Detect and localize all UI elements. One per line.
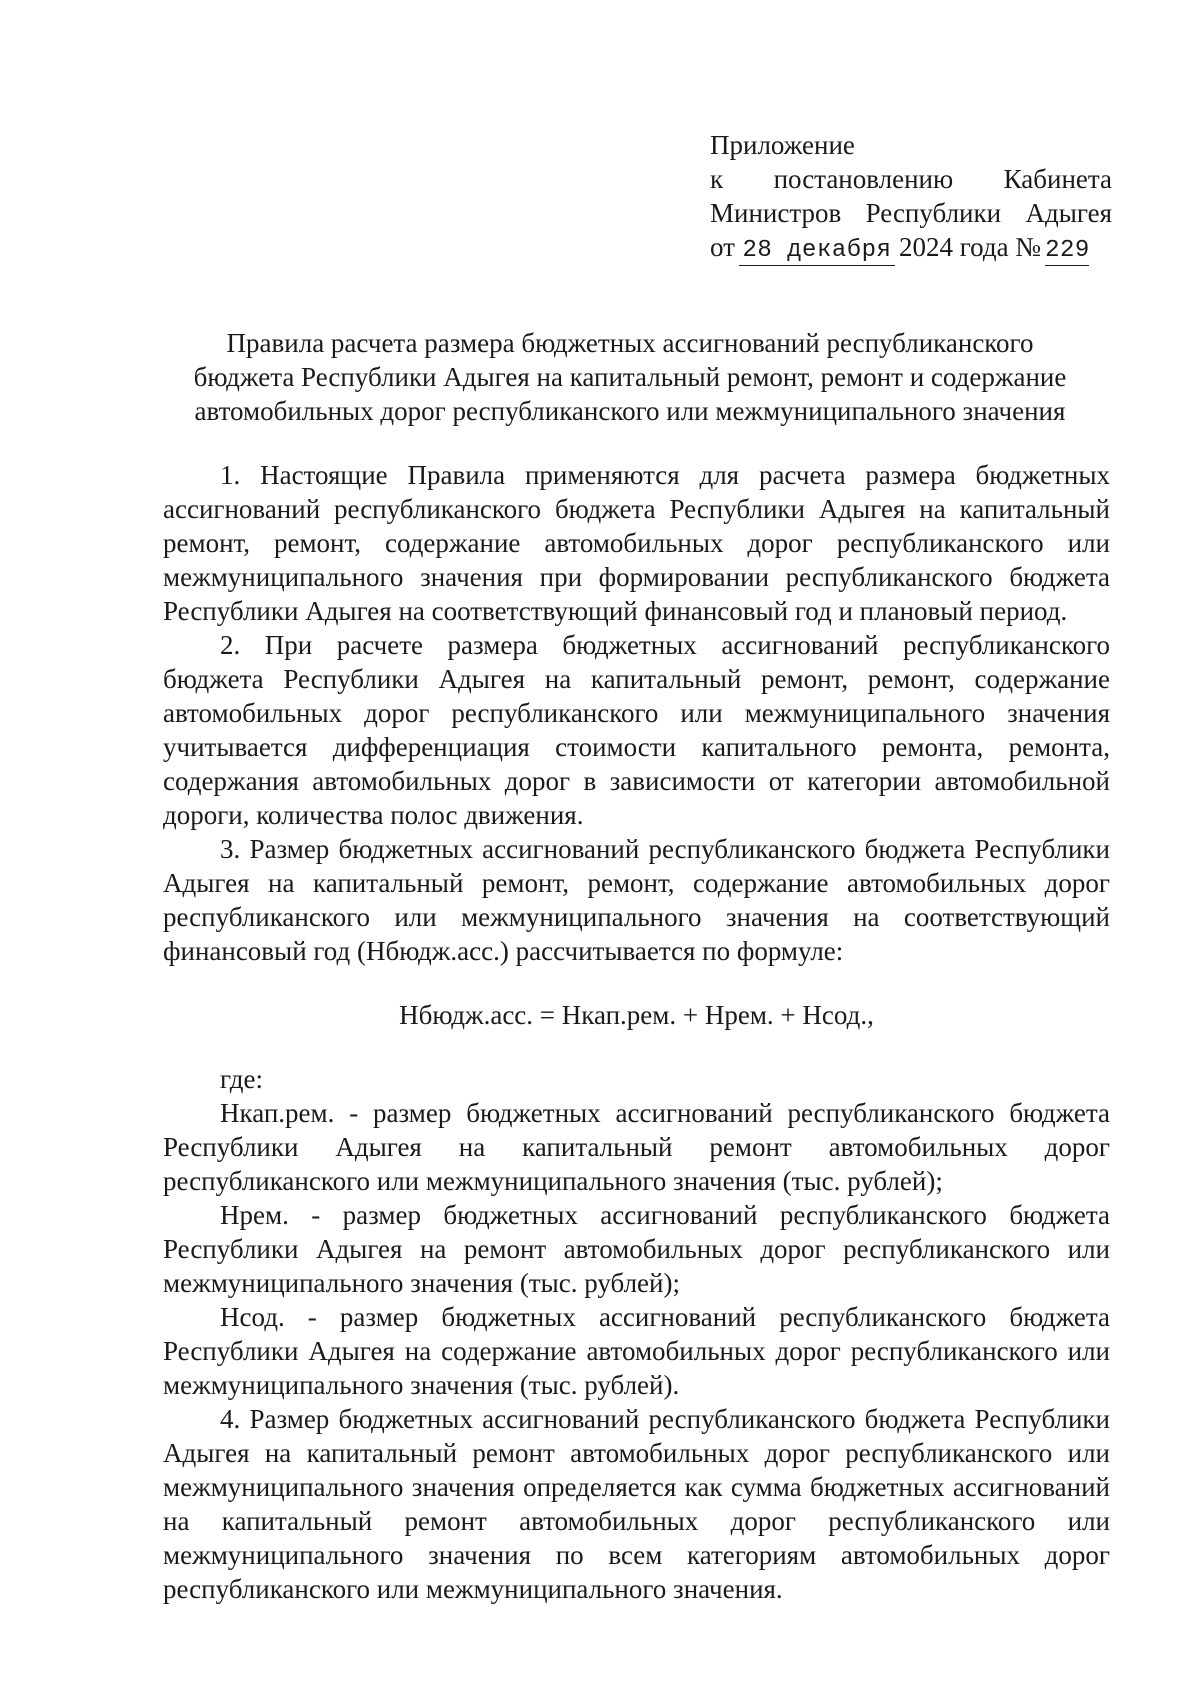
attachment-word: к [710, 164, 724, 194]
paragraph-4: 4. Размер бюджетных ассигнований республиканского бюджета Республики Адыгея на капитальный ремонт автомобильных дорог республиканского или межмуниципального значения определяется как сумма бюджетных ассигнований на капитальный ремонт автомобильных дорог республиканского или межмуниципального значения по всем категориям автомобильных дорог республиканского или межмуниципального значения. [163, 1404, 1110, 1604]
definition-rem: Нрем. - размер бюджетных ассигнований республиканского бюджета Республики Адыгея на ремонт автомобильных дорог республиканского или межмуниципального значения (тыс. рублей); [163, 1200, 1110, 1298]
paragraph-2: 2. При расчете размера бюджетных ассигнований республиканского бюджета Республики Адыгея на капитальный ремонт, ремонт, содержание автомобильных дорог республиканского или межмуниципального значения учитывается дифференциация стоимости капитального ремонта, ремонта, содержания автомобильных дорог в зависимости от категории автомобильной дороги, количества полос движения. [163, 630, 1110, 830]
attachment-line-2 [710, 162, 1112, 196]
document-title [160, 326, 1100, 428]
title-line: автомобильных дорог республиканского или межмуниципального значения [194, 396, 1066, 426]
attachment-word: Кабинета [1003, 164, 1112, 194]
attachment-word: Адыгея [1025, 198, 1112, 228]
handwritten-date: 28 декабря [739, 237, 895, 266]
formula: Нбюдж.асс. = Нкап.рем. + Нрем. + Нсод., [399, 1000, 874, 1030]
attachment-line-3 [710, 196, 1112, 230]
document-body [163, 458, 1110, 1606]
attachment-word: Министров [710, 198, 842, 228]
title-line: бюджета Республики Адыгея на капитальный ремонт, ремонт и содержание [193, 362, 1067, 392]
attachment-block [710, 128, 1112, 266]
where-label: где: [220, 1064, 263, 1094]
paragraph-3: 3. Размер бюджетных ассигнований республиканского бюджета Республики Адыгея на капитальный ремонт, ремонт, содержание автомобильных дорог республиканского или межмуниципального значения на соответствующий финансовый год (Нбюдж.асс.) рассчитывается по формуле: [163, 834, 1110, 966]
from-prefix: от [710, 232, 735, 262]
definition-sod: Нсод. - размер бюджетных ассигнований республиканского бюджета Республики Адыгея на содержание автомобильных дорог республиканского или межмуниципального значения (тыс. рублей). [163, 1302, 1110, 1400]
attachment-heading: Приложение [710, 130, 855, 160]
title-line: Правила расчета размера бюджетных ассигнований республиканского [226, 328, 1034, 358]
attachment-date-line [710, 230, 1112, 266]
definition-kap-rem: Нкап.рем. - размер бюджетных ассигнований республиканского бюджета Республики Адыгея на капитальный ремонт автомобильных дорог республиканского или межмуниципального значения (тыс. рублей); [163, 1098, 1110, 1196]
attachment-word: постановлению [773, 164, 954, 194]
paragraph-1: 1. Настоящие Правила применяются для расчета размера бюджетных ассигнований республиканского бюджета Республики Адыгея на капитальный ремонт, ремонт, содержание автомобильных дорог республиканского или межмуниципального значения при формировании республиканского бюджета Республики Адыгея на соответствующий финансовый год и плановый период. [163, 460, 1110, 626]
attachment-word: Республики [865, 198, 1002, 228]
year-text: 2024 года № [898, 232, 1042, 262]
handwritten-number: 229 [1045, 237, 1090, 264]
